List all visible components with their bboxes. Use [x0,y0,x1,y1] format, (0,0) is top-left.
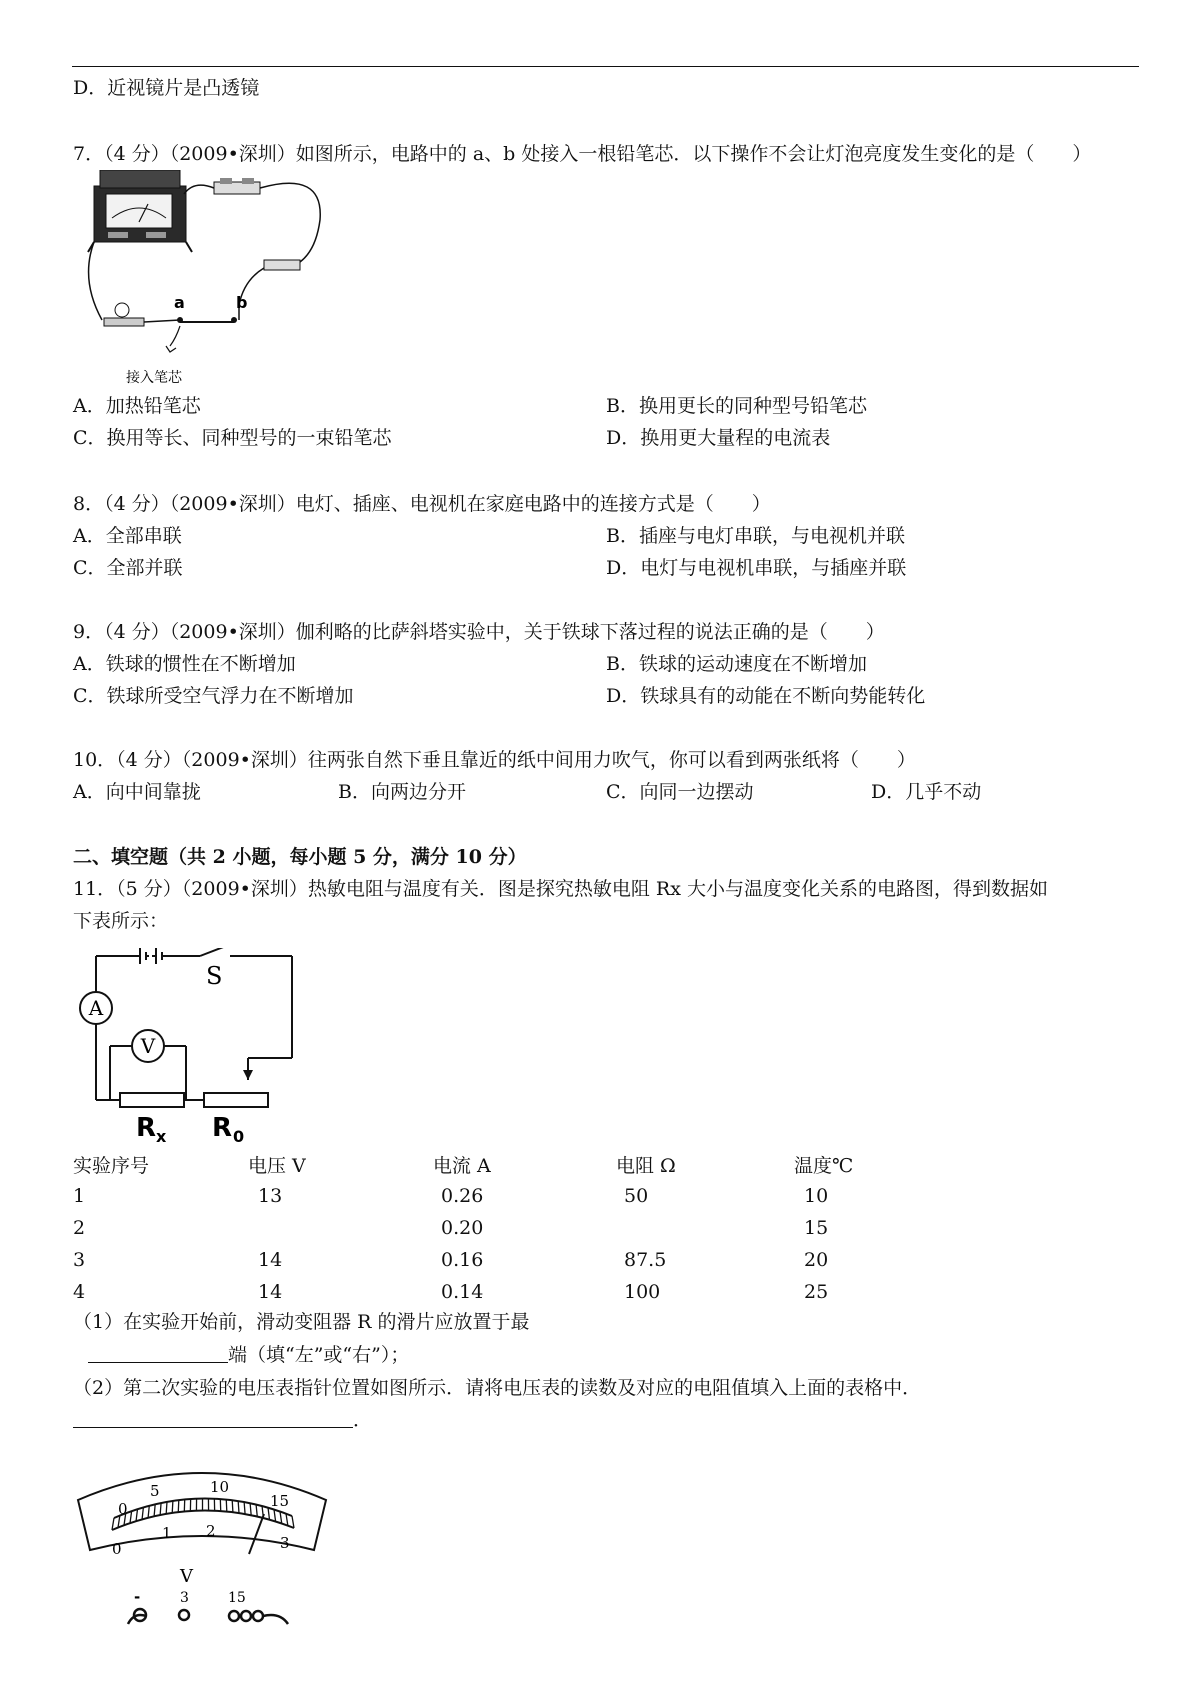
dial-unit-label: V [180,1566,193,1587]
switch-device [214,178,260,194]
q10-option-a: A．向中间靠拢 [73,781,201,803]
table-header-row [73,1148,954,1180]
dial-tick [280,1512,282,1524]
lower-scale-1: 1 [162,1524,172,1542]
table-cell: 3 [73,1249,86,1271]
voltmeter-symbol-label: V [140,1034,156,1058]
upper-scale-0: 0 [118,1500,128,1518]
lower-scale-0: 0 [112,1540,122,1558]
r0-subscript: 0 [233,1127,245,1143]
table-cell: 10 [804,1185,829,1207]
table-cell: 100 [624,1281,661,1303]
q8-option-d: D．电灯与电视机串联，与插座并联 [606,557,907,579]
header-rule [72,66,1139,67]
dial-tick [238,1501,239,1513]
q7-option-b: B．换用更长的同种型号铅笔芯 [606,395,867,417]
table-cell: 14 [258,1281,283,1303]
table-header-cell: 电阻 Ω [616,1154,676,1177]
table-cell: 1 [73,1185,86,1207]
q9-option-b: B．铁球的运动速度在不断增加 [606,653,867,675]
terminal-a-label: a [174,293,185,312]
q11-circuit-diagram [74,948,304,1143]
q11-stem-line1: 11．（5 分）（2009•深圳）热敏电阻与温度有关．图是探究热敏电阻 Rx 大小与温度变化关系的电路图，得到数据如 [73,878,1048,900]
table-cell: 0.14 [441,1281,484,1303]
table-row [73,1276,954,1308]
ammeter-device [88,170,192,252]
dial-tick [160,1503,161,1515]
dial-tick [136,1509,137,1521]
table-header-cell: 电压 V [248,1154,306,1177]
q11-part2-end: ． [353,1409,373,1431]
dial-tick [244,1502,245,1514]
q7-option-c: C．换用等长、同种型号的一束铅笔芯 [73,427,392,449]
table-cell: 13 [258,1185,283,1207]
table-cell: 15 [804,1217,829,1239]
answer-blank-1[interactable] [88,1342,228,1363]
data-table [73,1148,954,1308]
terminal-b-label: b [236,293,248,312]
q11-part1-line2-wrap [88,1341,409,1369]
table-cell: 87.5 [624,1249,667,1271]
answer-blank-2[interactable] [73,1407,353,1428]
table-header-cell: 电流 A [433,1154,491,1177]
dial-tick [112,1518,114,1530]
q8-stem: 8．（4 分）（2009•深圳）电灯、插座、电视机在家庭电路中的连接方式是（ ） [73,493,771,515]
dial-tick [154,1504,155,1516]
section2-title: 二、填空题（共 2 小题，每小题 5 分，满分 10 分） [73,846,527,868]
table-cell: 20 [804,1249,829,1271]
q11-part1-line1: （1）在实验开始前，滑动变阻器 R 的滑片应放置于最 [73,1311,530,1333]
dial-tick [142,1507,143,1519]
terminal-15-coil [229,1611,288,1624]
table-cell: 0.20 [441,1217,484,1239]
dial-tick [286,1514,288,1526]
q9-option-c: C．铁球所受空气浮力在不断增加 [73,685,354,707]
dial-tick [232,1500,233,1512]
terminal-3-knob [179,1610,189,1620]
table-cell: 4 [73,1281,86,1303]
lower-scale-3: 3 [280,1534,290,1552]
dial-tick [250,1503,251,1515]
upper-scale-10: 10 [210,1478,230,1496]
dial-tick [274,1510,276,1522]
switch-label: S [206,962,223,990]
rx-label: R [136,1113,157,1143]
dial-needle [249,1514,264,1554]
dial-tick [256,1505,257,1517]
table-cell [616,1212,794,1244]
q11-part1-line2: 端（填“左”或“右”）； [228,1344,410,1366]
table-cell: 2 [73,1217,86,1239]
dial-tick [148,1506,149,1518]
q11-stem-line2: 下表所示： [73,910,169,932]
q11-part2-answer-wrap [73,1406,372,1434]
table-row [73,1212,954,1244]
table-cell: 14 [258,1249,283,1271]
dial-tick [226,1500,227,1512]
q7-option-d: D．换用更大量程的电流表 [606,427,831,449]
q11-part2: （2）第二次实验的电压表指针位置如图所示．请将电压表的读数及对应的电阻值填入上面的表格中． [73,1377,922,1399]
lower-scale-2: 2 [206,1522,216,1540]
voltmeter-dial-figure [74,1452,334,1627]
q10-option-c: C．向同一边摆动 [606,781,754,803]
q7-circuit-figure [84,170,364,388]
q8-option-b: B．插座与电灯串联，与电视机并联 [606,525,905,547]
table-row [73,1244,954,1276]
lamp-holder-device [264,260,300,270]
q7-option-a: A．加热铅笔芯 [73,395,201,417]
q8-option-a: A．全部串联 [73,525,182,547]
q7-stem: 7．（4 分）（2009•深圳）如图所示，电路中的 a、b 处接入一根铅笔芯．以下操作不会让灯泡亮度发生变化的是（ ） [73,143,1092,165]
table-row [73,1180,954,1212]
table-cell: 0.16 [441,1249,484,1271]
table-cell: 0.26 [441,1185,484,1207]
terminal-negative-label: - [134,1588,141,1606]
table-cell [248,1212,433,1244]
q9-option-a: A．铁球的惯性在不断增加 [73,653,296,675]
dial-tick [292,1516,294,1528]
terminal-15-label: 15 [228,1590,246,1606]
q8-option-c: C．全部并联 [73,557,183,579]
table-header-cell: 温度℃ [794,1154,854,1177]
q10-option-b: B．向两边分开 [338,781,466,803]
table-cell: 50 [624,1185,649,1207]
upper-scale-5: 5 [150,1482,160,1500]
q10-stem: 10．（4 分）（2009•深圳）往两张自然下垂且靠近的纸中间用力吹气，你可以看到两张纸将（ ） [73,749,916,771]
q9-option-d: D．铁球具有的动能在不断向势能转化 [606,685,926,707]
dial-tick [172,1501,173,1513]
prev-option-d: D．近视镜片是凸透镜 [73,77,260,99]
dial-tick [130,1511,132,1523]
ammeter-symbol-label: A [88,996,104,1020]
r0-label: R [212,1113,233,1143]
dial-tick [166,1502,167,1514]
terminal-3-label: 3 [180,1590,189,1606]
dial-ticks [112,1499,294,1531]
figure-caption: 接入笔芯 [126,370,182,386]
table-header-cell: 实验序号 [73,1154,150,1177]
q10-option-d: D．几乎不动 [871,781,982,803]
dial-tick [178,1500,179,1512]
upper-scale-15: 15 [270,1492,290,1510]
rx-subscript: x [156,1127,167,1143]
table-cell: 25 [804,1281,829,1303]
q9-stem: 9．（4 分）（2009•深圳）伽利略的比萨斜塔实验中，关于铁球下落过程的说法正确的是（ ） [73,621,885,643]
bulb-device [104,303,144,326]
